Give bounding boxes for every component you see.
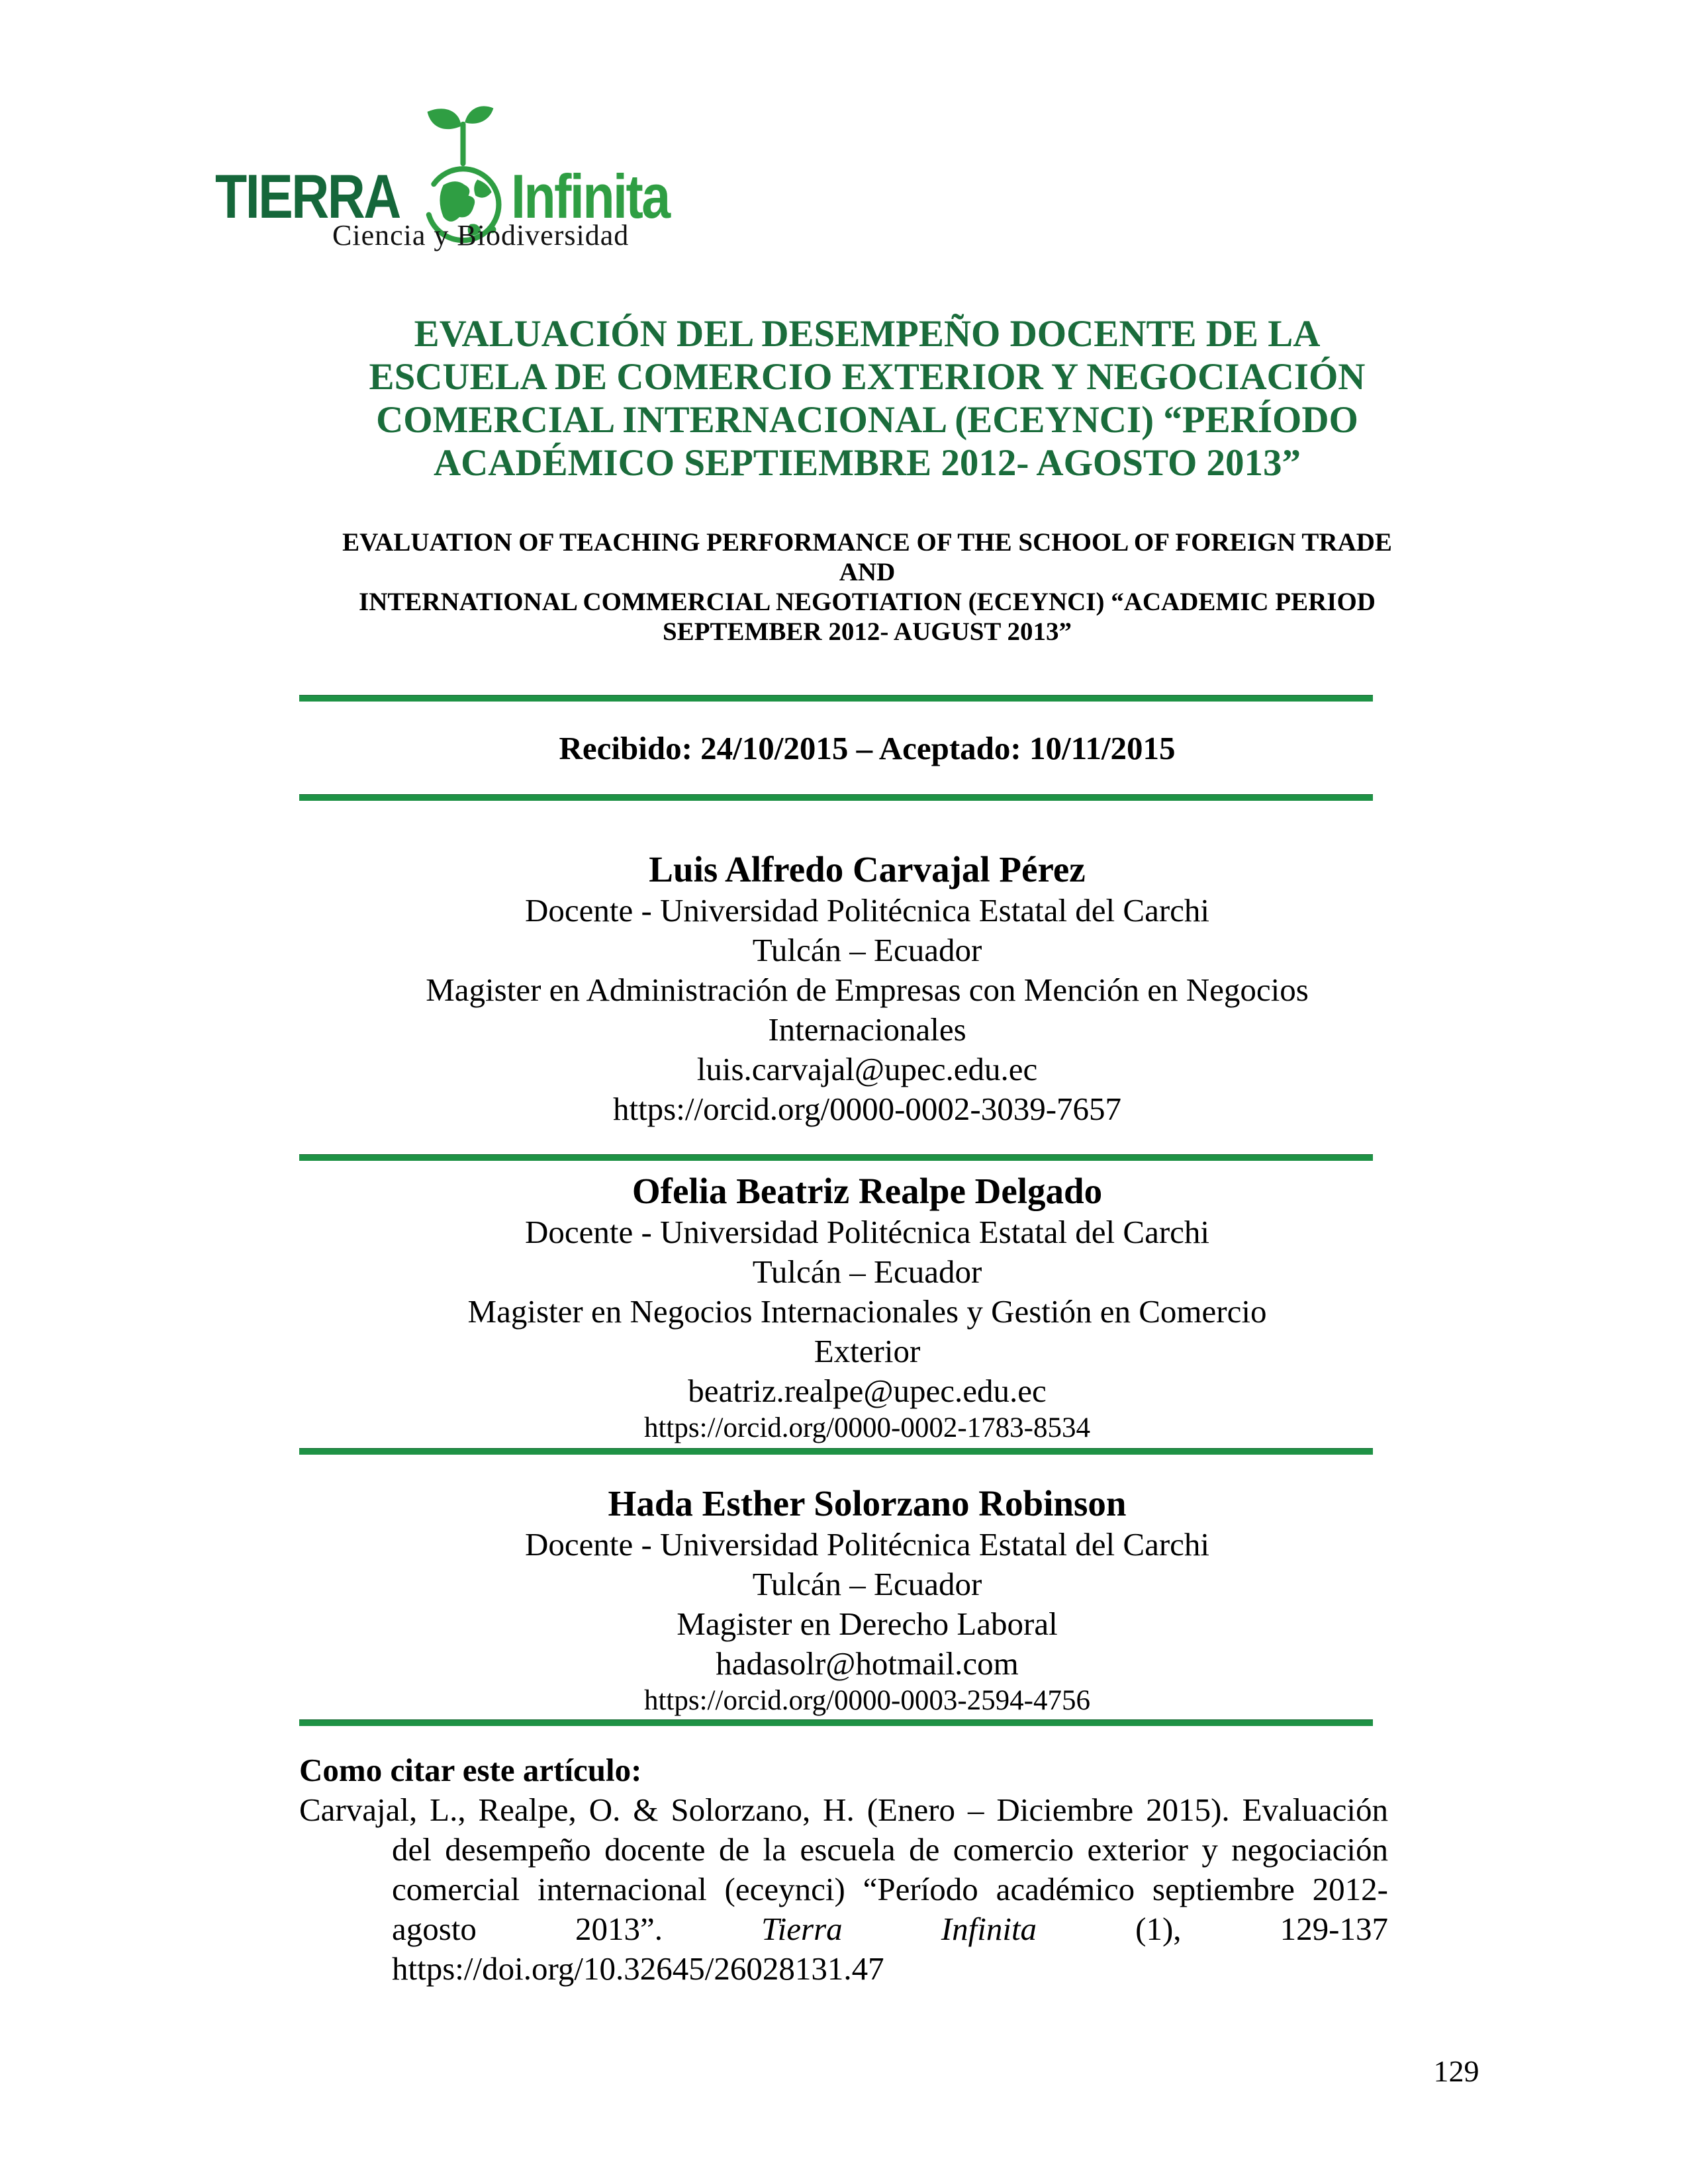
page-number: 129	[1433, 2054, 1479, 2088]
divider-rule	[299, 1154, 1373, 1161]
divider-rule	[299, 1448, 1373, 1455]
author-email[interactable]: luis.carvajal@upec.edu.ec	[696, 1051, 1038, 1087]
author-degree: Exterior	[814, 1333, 921, 1369]
author-degree: Magister en Derecho Laboral	[677, 1606, 1058, 1642]
citation-line	[392, 1909, 1388, 1949]
author-orcid-link[interactable]: https://orcid.org/0000-0002-1783-8534	[643, 1412, 1091, 1443]
citation-segment: agosto	[392, 1911, 477, 1947]
author-orcid-link[interactable]: https://orcid.org/0000-0002-3039-7657	[612, 1091, 1122, 1127]
citation-block	[299, 1751, 1388, 1989]
author-email[interactable]: hadasolr@hotmail.com	[716, 1645, 1019, 1682]
divider-rule	[299, 1719, 1373, 1726]
citation-line: comercial internacional (eceynci) “Período académico septiembre 2012-	[392, 1871, 1388, 1907]
article-title-line: COMERCIAL INTERNACIONAL (ECEYNCI) “PERÍODO	[376, 399, 1358, 441]
citation-segment: 2013”.	[575, 1911, 663, 1947]
article-title-line: ACADÉMICO SEPTIEMBRE 2012- AGOSTO 2013”	[433, 442, 1301, 484]
journal-logo-word-infinita: Infinita	[511, 161, 669, 231]
citation-line: del desempeño docente de la escuela de comercio exterior y negociación	[392, 1831, 1388, 1868]
citation-pages: 129-137	[1280, 1911, 1388, 1947]
article-title-line: ESCUELA DE COMERCIO EXTERIOR Y NEGOCIACIÓN	[369, 356, 1366, 398]
author-name: Hada Esther Solorzano Robinson	[608, 1483, 1127, 1524]
author-orcid-link[interactable]: https://orcid.org/0000-0003-2594-4756	[643, 1685, 1091, 1716]
author-degree: Magister en Negocios Internacionales y Gestión en Comercio	[467, 1293, 1267, 1330]
citation-segment: (1),	[1135, 1911, 1182, 1947]
divider-rule	[299, 695, 1373, 702]
author-degree: Magister en Administración de Empresas con Mención en Negocios	[426, 972, 1309, 1008]
author-name: Luis Alfredo Carvajal Pérez	[649, 849, 1086, 889]
author-location: Tulcán – Ecuador	[752, 1566, 982, 1602]
author-email[interactable]: beatriz.realpe@upec.edu.ec	[688, 1373, 1047, 1409]
article-title-en-line: INTERNATIONAL COMMERCIAL NEGOTIATION (ECEYNCI) “ACADEMIC PERIOD	[359, 588, 1376, 616]
article-title-en	[318, 527, 1417, 647]
divider-rule	[299, 794, 1373, 801]
author-block	[318, 1170, 1417, 1445]
author-block	[318, 848, 1417, 1129]
author-affiliation: Docente - Universidad Politécnica Estatal del Carchi	[524, 892, 1210, 929]
citation-doi-link[interactable]: https://doi.org/10.32645/26028131.47	[392, 1950, 884, 1987]
author-affiliation: Docente - Universidad Politécnica Estatal del Carchi	[524, 1526, 1210, 1563]
author-location: Tulcán – Ecuador	[752, 932, 982, 968]
article-title-en-line: SEPTEMBER 2012- AUGUST 2013”	[663, 617, 1072, 646]
article-title-en-line: EVALUATION OF TEACHING PERFORMANCE OF THE SCHOOL OF FOREIGN TRADE AND	[342, 528, 1392, 586]
citation-line: Carvajal, L., Realpe, O. & Solorzano, H. (Enero – Diciembre 2015). Evaluación	[299, 1792, 1388, 1828]
received-accepted-dates: Recibido: 24/10/2015 – Aceptado: 10/11/2015	[559, 730, 1176, 766]
citation-heading: Como citar este artículo:	[299, 1752, 642, 1788]
citation-journal-name: Tierra	[761, 1911, 843, 1947]
author-location: Tulcán – Ecuador	[752, 1253, 982, 1290]
journal-logo-subtitle: Ciencia y Biodiversidad	[332, 219, 630, 251]
author-degree: Internacionales	[768, 1011, 966, 1048]
citation-journal-name: Infinita	[941, 1911, 1037, 1947]
author-affiliation: Docente - Universidad Politécnica Estatal del Carchi	[524, 1214, 1210, 1250]
author-block	[318, 1482, 1417, 1718]
article-title-line: EVALUACIÓN DEL DESEMPEÑO DOCENTE DE LA	[414, 313, 1321, 355]
journal-logo-word-tierra: TIERRA	[215, 161, 400, 231]
author-name: Ofelia Beatriz Realpe Delgado	[632, 1171, 1103, 1211]
article-title-es	[318, 312, 1417, 484]
